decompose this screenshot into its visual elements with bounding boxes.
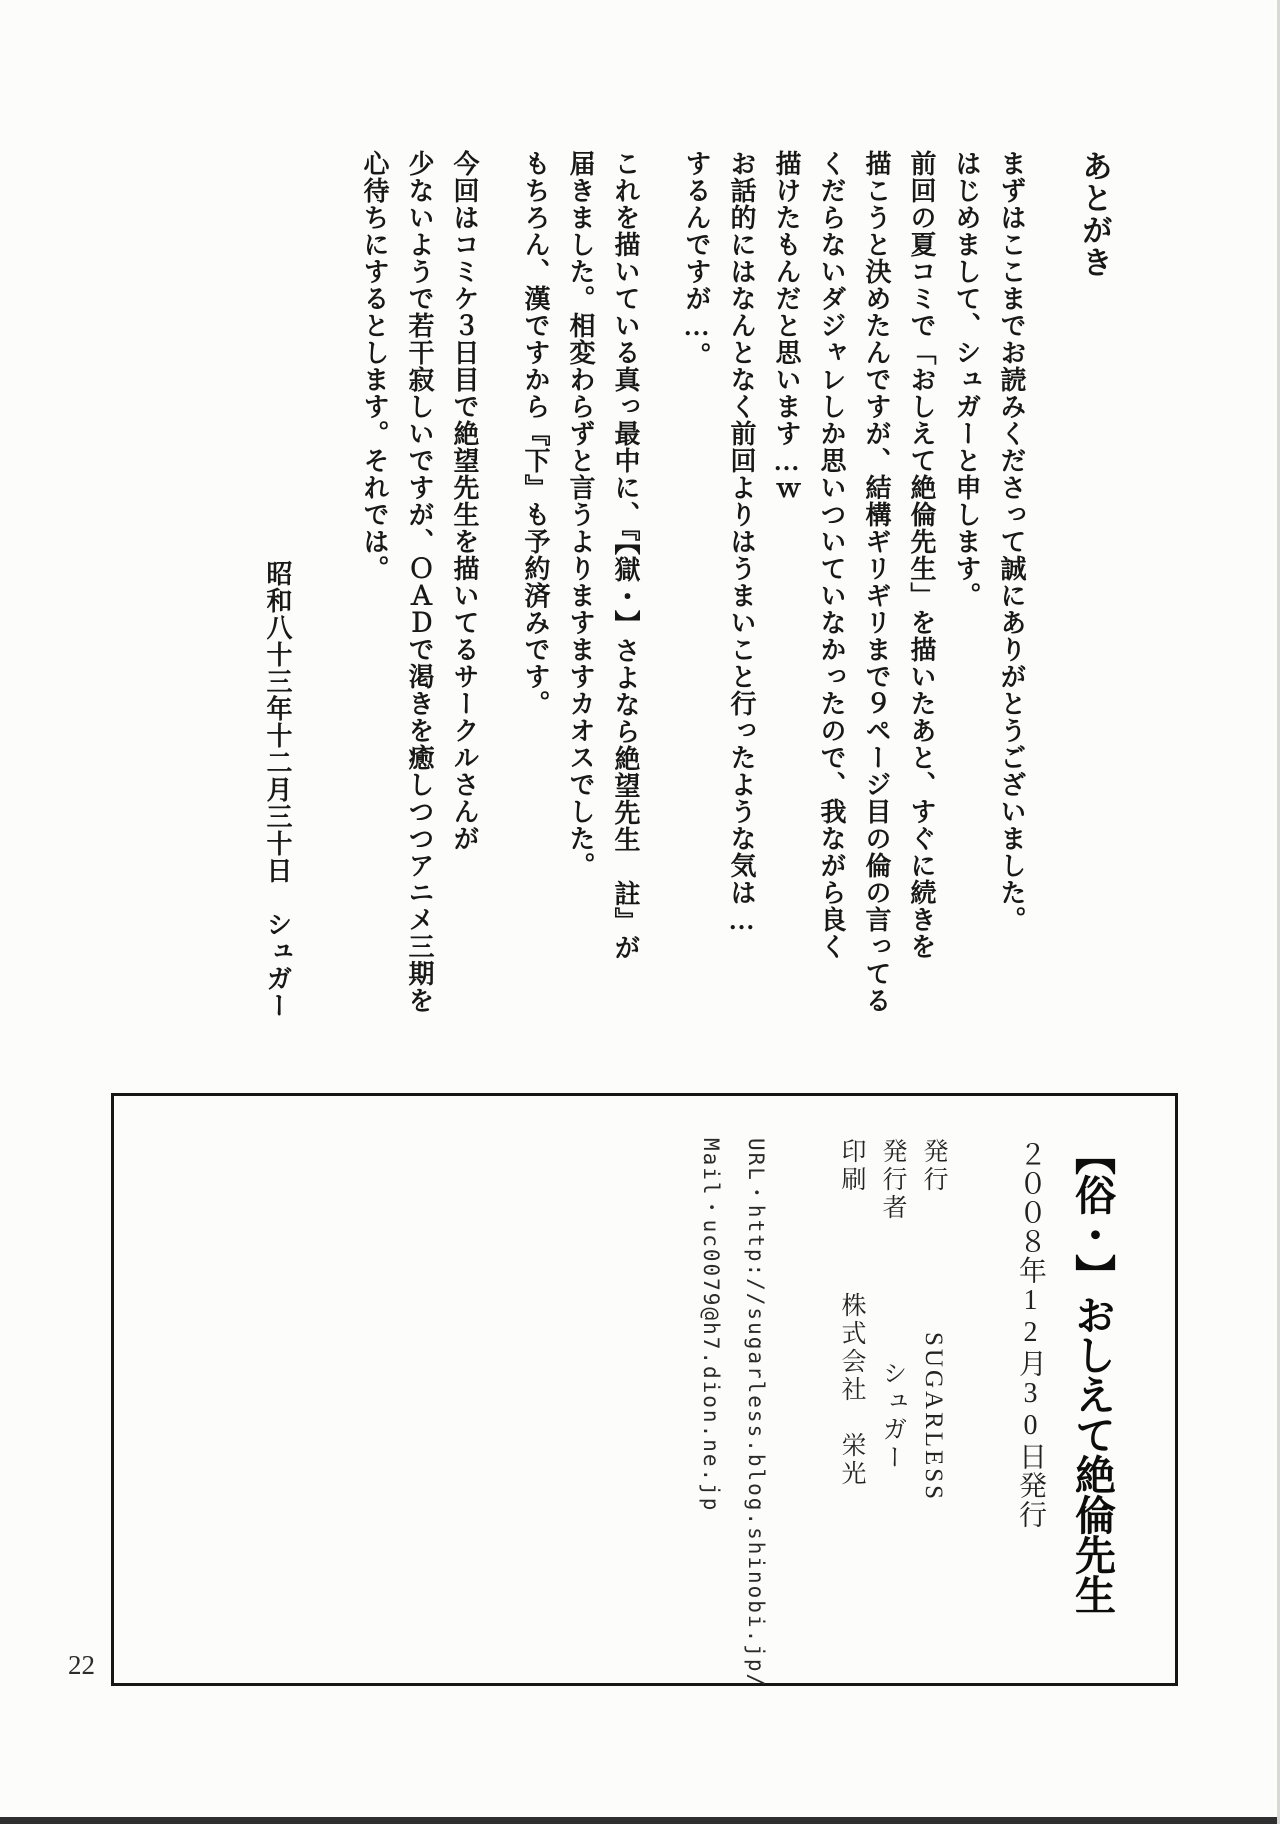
colophon-label: 印刷 (838, 1138, 865, 1194)
afterword-paragraph: 少ないようで若干寂しいですが、ＯＡＤで渇きを癒しつつアニメ三期を (405, 150, 434, 1014)
colophon-label: 発行 (920, 1138, 947, 1194)
page-number: 22 (68, 1650, 95, 1680)
colophon-box (111, 1093, 1178, 1689)
scan-edge-bottom (0, 1817, 1280, 1824)
colophon-mail: Mail・uc0079@h7.dion.ne.jp (699, 1138, 723, 1513)
colophon-row-publisher (918, 1138, 948, 1502)
colophon-publish-date: ２００８年12月30日発行 (1015, 1140, 1046, 1529)
afterword-signature: 昭和八十三年十二月三十日 シュガー (263, 560, 292, 1019)
colophon-book-title: 【俗・】おしえて絶倫先生 (1069, 1134, 1115, 1614)
afterword-paragraph: 心待ちにするとします。それでは。 (360, 150, 389, 582)
colophon-value: シュガー (879, 1360, 906, 1472)
afterword-paragraph: これを描いている真っ最中に、『【獄・】さよなら絶望先生 註』が (611, 150, 640, 961)
afterword-paragraph: するんですが…。 (682, 150, 711, 369)
colophon-url: URL・http://sugarless.blog.shinobi.jp/ (744, 1138, 768, 1689)
colophon-value: SUGARLESS (920, 1332, 947, 1503)
afterword-paragraph: くだらないダジャレしか思いついていなかったので、我ながら良く (817, 150, 846, 960)
afterword-paragraph: お話的にはなんとなく前回よりはうまいこと行ったような気は… (727, 150, 756, 936)
afterword-paragraph: 前回の夏コミで「おしえて絶倫先生」を描いたあと、すぐに続きを (907, 150, 936, 960)
afterword-paragraph: まずはここまでお読みくださって誠にありがとうございました。 (997, 150, 1026, 933)
afterword-paragraph: もちろん、漢ですから『下』も予約済みです。 (521, 150, 550, 717)
afterword-paragraph: 今回はコミケ３日目で絶望先生を描いてるサークルさんが (450, 150, 479, 852)
afterword-paragraph: 描こうと決めたんですが、結構ギリギリまで９ページ目の倫の言ってる (862, 150, 891, 1014)
colophon-value: 株式会社 栄光 (838, 1292, 865, 1488)
afterword-paragraph: 届きました。相変わらずと言うよりますますカオスでした。 (566, 150, 595, 879)
afterword-section (255, 150, 1118, 1020)
afterword-title: あとがき (1077, 150, 1112, 278)
colophon-label: 発行者 (879, 1138, 906, 1222)
afterword-paragraph: はじめまして、シュガーと申します。 (952, 150, 981, 609)
afterword-paragraph: 描けたもんだと思います…ｗ (772, 150, 801, 504)
colophon-row-printer (836, 1138, 866, 1488)
colophon-row-author (877, 1138, 907, 1472)
